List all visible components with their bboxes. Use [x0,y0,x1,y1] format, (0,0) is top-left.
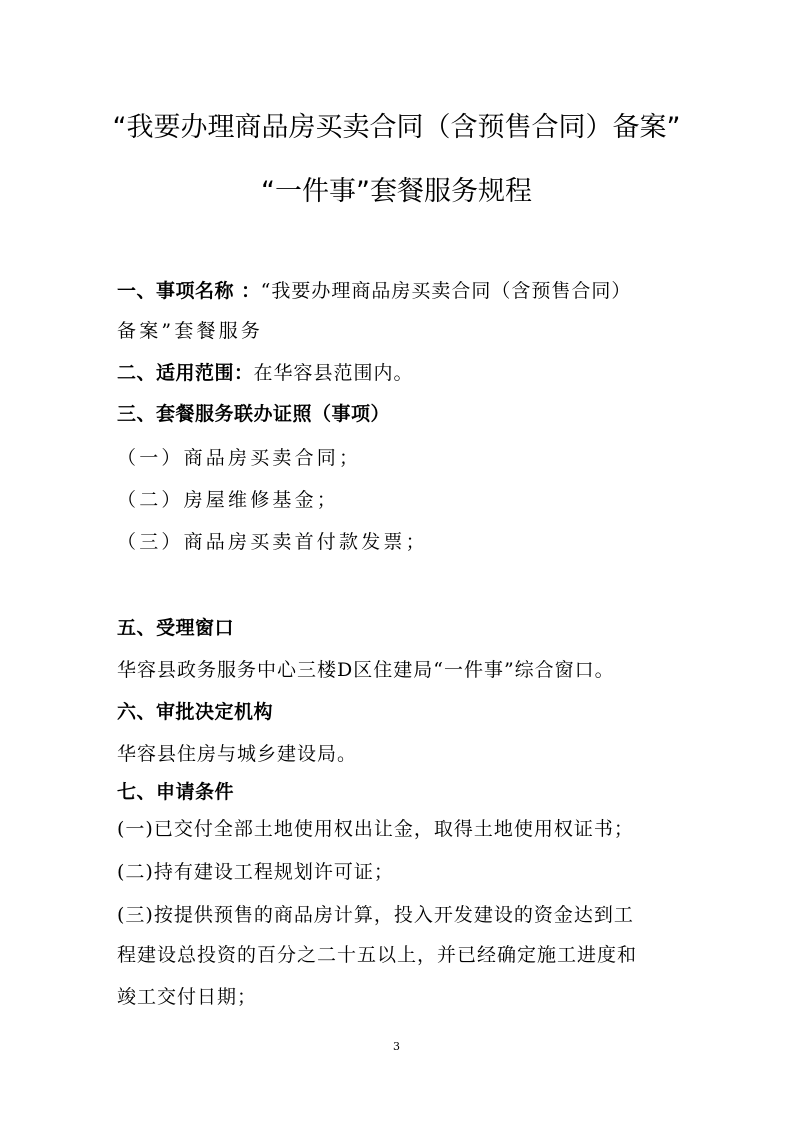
document-title-line2: “一件事”套餐服务规程 [261,176,532,207]
page-number: 3 [393,1040,400,1053]
section-scope [117,364,687,383]
document-title-line1: “我要办理商品房买卖合同（含预售合同）备案” [112,112,681,143]
joint-item-2: （二）房屋维修基金； [117,489,340,511]
section-scope-text: 在华容县范围内。 [253,362,414,384]
section-scope-label: 二、适用范围： [117,362,254,384]
condition-3-line1: (三)按提供预售的商品房计算，投入开发建设的资金达到工 [117,904,634,926]
joint-item-1: （一）商品房买卖合同； [117,447,362,469]
section-window-heading: 五、受理窗口 [117,617,235,639]
condition-1: (一)已交付全部土地使用权出让金，取得土地使用权证书； [117,818,634,840]
joint-item-3: （三）商品房买卖首付款发票； [117,531,428,553]
section-item-name-text: “我要办理商品房买卖合同（含预售合同） [260,280,632,302]
section-item-name [117,282,687,301]
condition-2: (二)持有建设工程规划许可证； [117,861,394,883]
section-conditions-heading: 七、申请条件 [117,781,235,803]
section-authority-heading: 六、审批决定机构 [117,701,274,723]
section-window-text: 华容县政务服务中心三楼D区住建局“一件事”综合窗口。 [117,659,615,681]
section-item-name-label: 一、事项名称 ： [117,280,261,302]
section-joint-items-heading: 三、套餐服务联办证照（事项） [117,403,391,425]
condition-3-line3: 竣工交付日期； [117,986,258,1008]
condition-3-line2: 程建设总投资的百分之二十五以上，并已经确定施工进度和 [117,944,638,966]
section-authority-text: 华容县住房与城乡建设局。 [117,743,358,765]
section-item-name-continued: 备案”套餐服务 [117,320,264,342]
